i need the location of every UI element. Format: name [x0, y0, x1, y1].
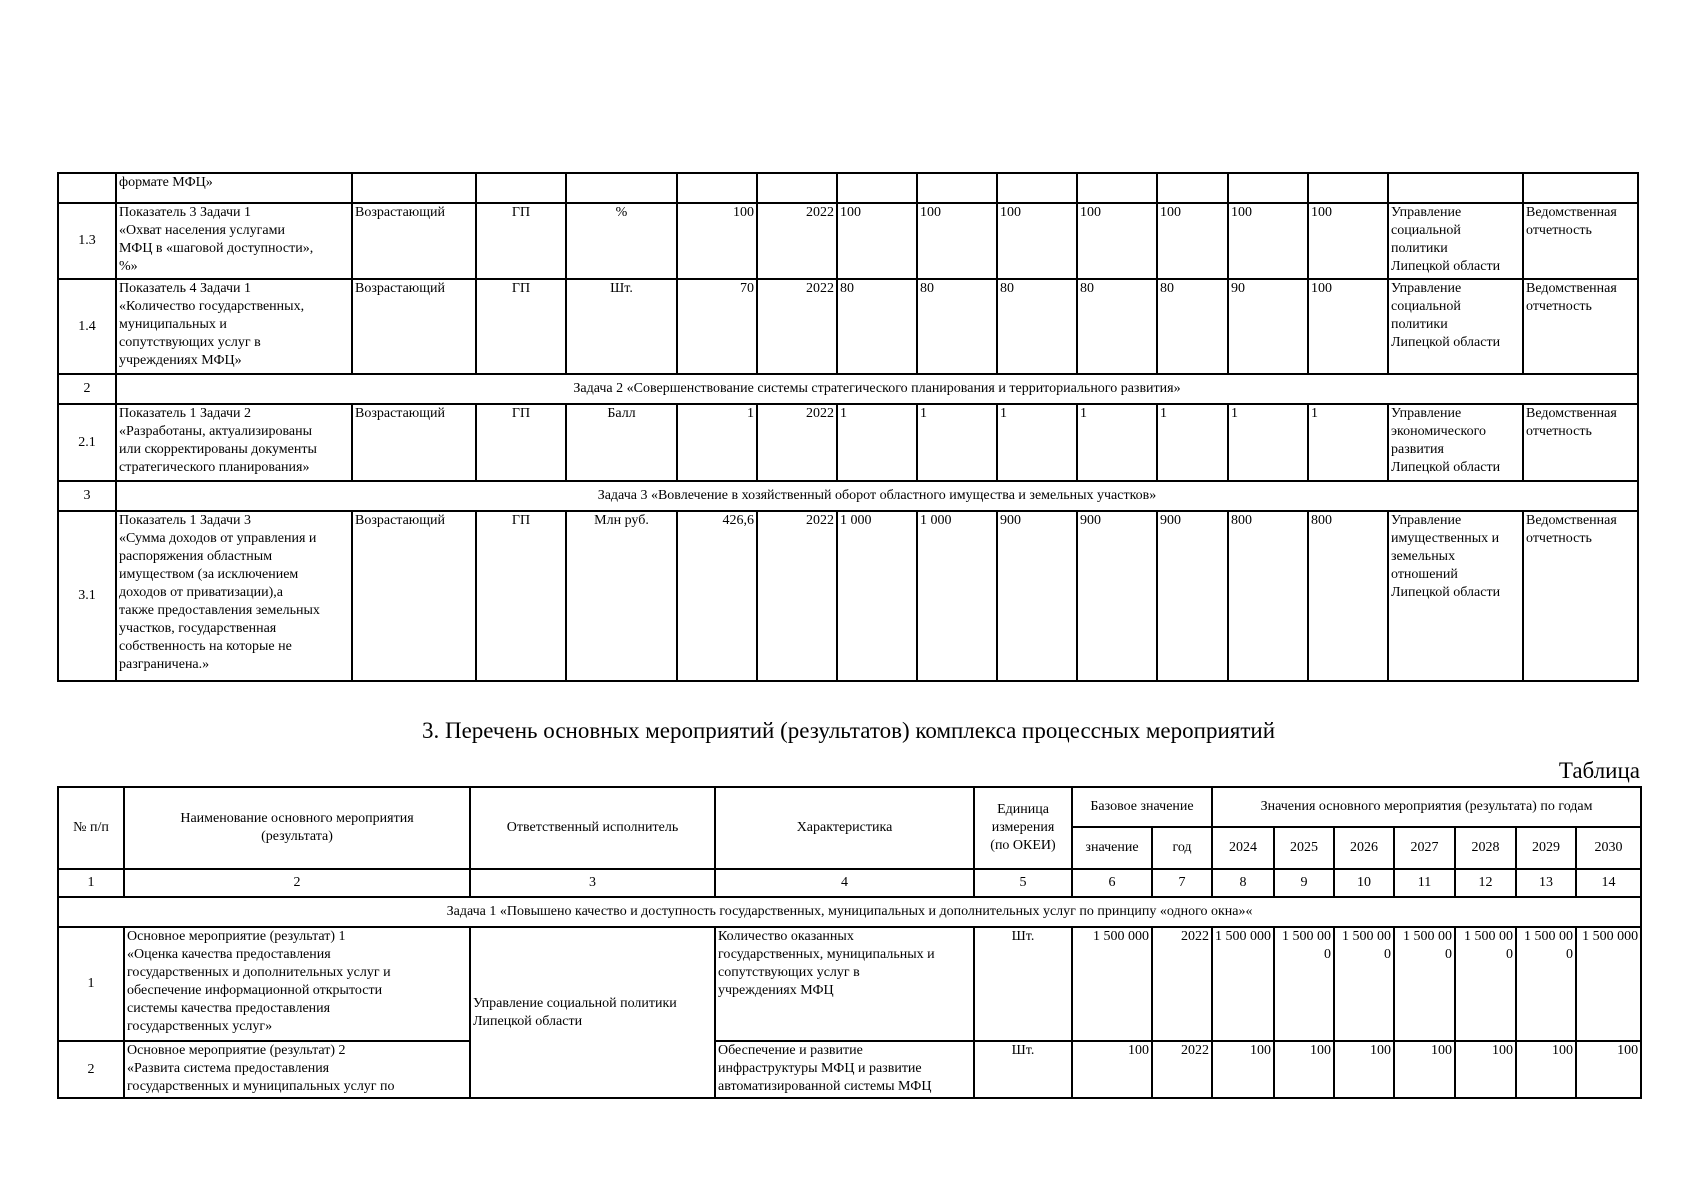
table-caption: Таблица [1558, 758, 1640, 783]
value-cell: 100 [1394, 1041, 1455, 1098]
base-year-cell: 2022 [757, 511, 837, 681]
indicator-name-cell: Показатель 1 Задачи 2 «Разработаны, актуализированы или скорректированы документы стратегического планирования» [116, 404, 352, 481]
header-year: 2026 [1334, 827, 1394, 869]
row-number-cell: 2.1 [58, 404, 116, 481]
level-cell: ГП [476, 203, 566, 279]
value-cell: 100 [997, 203, 1077, 279]
column-number: 7 [1152, 869, 1212, 897]
header-year: 2024 [1212, 827, 1274, 869]
value-cell: 800 [1308, 511, 1388, 681]
base-value-cell: 100 [677, 203, 757, 279]
column-number: 5 [974, 869, 1072, 897]
responsible-cell: Управление социальной политики Липецкой области [1388, 279, 1523, 374]
measures-table [57, 786, 1642, 1099]
header-year: 2028 [1455, 827, 1516, 869]
column-number: 10 [1334, 869, 1394, 897]
value-cell: 1 500 000 [1576, 927, 1641, 1041]
value-cell: 80 [837, 279, 917, 374]
value-cell: 900 [997, 511, 1077, 681]
table-row [58, 1041, 1641, 1098]
header-characteristic: Характеристика [715, 787, 974, 869]
base-value-cell: 1 500 000 [1072, 927, 1152, 1041]
base-year-cell: 2022 [1152, 1041, 1212, 1098]
table-row [58, 173, 1638, 203]
column-number: 13 [1516, 869, 1576, 897]
task-title-cell: Задача 1 «Повышено качество и доступность государственных, муниципальных и дополнительных услуг по принципу «одного окна»« [58, 897, 1641, 927]
responsible-cell: Управление социальной политики Липецкой области [1388, 203, 1523, 279]
column-number: 4 [715, 869, 974, 897]
base-value-cell: 1 [677, 404, 757, 481]
indicator-name-cell: Показатель 1 Задачи 3 «Сумма доходов от управления и распоряжения областным имуществом (за исключением доходов от приватизации),а также предоставления земельных участков, государственная собственность на которые не разграничена.» [116, 511, 352, 681]
value-cell: 100 [1308, 203, 1388, 279]
header-unit: Единица измерения (по ОКЕИ) [974, 787, 1072, 869]
base-year-cell: 2022 [757, 279, 837, 374]
column-number: 14 [1576, 869, 1641, 897]
value-cell: 1 000 [837, 511, 917, 681]
unit-cell: Балл [566, 404, 677, 481]
value-cell: 100 [1212, 1041, 1274, 1098]
base-value-cell: 426,6 [677, 511, 757, 681]
value-cell: 1 [837, 404, 917, 481]
row-number-cell [58, 173, 116, 203]
value-cell: 1 500 000 [1334, 927, 1394, 1041]
value-cell: 900 [1157, 511, 1228, 681]
value-cell: 80 [1157, 279, 1228, 374]
value-cell: 1 500 000 [1455, 927, 1516, 1041]
value-cell: 100 [1455, 1041, 1516, 1098]
unit-cell: Шт. [566, 279, 677, 374]
indicator-name-cell: формате МФЦ» [116, 173, 352, 203]
unit-cell: Шт. [974, 1041, 1072, 1098]
indicator-name-cell: Показатель 3 Задачи 1 «Охват населения услугами МФЦ в «шаговой доступности», %» [116, 203, 352, 279]
header-values-by-year: Значения основного мероприятия (результата) по годам [1212, 787, 1641, 827]
task-row [58, 481, 1638, 511]
header-name: Наименование основного мероприятия (результата) [124, 787, 470, 869]
characteristic-cell: Обеспечение и развитие инфраструктуры МФЦ и развитие автоматизированной системы МФЦ [715, 1041, 974, 1098]
source-cell: Ведомственная отчетность [1523, 511, 1638, 681]
level-cell: ГП [476, 404, 566, 481]
value-cell: 100 [1274, 1041, 1334, 1098]
value-cell: 1 000 [917, 511, 997, 681]
level-cell: ГП [476, 511, 566, 681]
value-cell: 100 [1077, 203, 1157, 279]
value-cell: 1 [1077, 404, 1157, 481]
value-cell: 100 [1157, 203, 1228, 279]
header-base: Базовое значение [1072, 787, 1212, 827]
header-num: № п/п [58, 787, 124, 869]
value-cell: 1 [1157, 404, 1228, 481]
row-number-cell: 3.1 [58, 511, 116, 681]
table-row [58, 404, 1638, 481]
value-cell: 800 [1228, 511, 1308, 681]
trend-cell: Возрастающий [352, 511, 476, 681]
row-number-cell: 2 [58, 374, 116, 404]
header-base-value: значение [1072, 827, 1152, 869]
column-number: 2 [124, 869, 470, 897]
value-cell: 100 [837, 203, 917, 279]
measure-name-cell: Основное мероприятие (результат) 1 «Оценка качества предоставления государственных и дополнительных услуг и обеспечение информационной открытости системы качества предоставления государственных услуг» [124, 927, 470, 1041]
responsible-cell: Управление имущественных и земельных отношений Липецкой области [1388, 511, 1523, 681]
value-cell: 100 [1516, 1041, 1576, 1098]
value-cell: 100 [1576, 1041, 1641, 1098]
value-cell: 100 [1334, 1041, 1394, 1098]
executor-cell: Управление социальной политики Липецкой области [470, 927, 715, 1098]
characteristic-cell: Количество оказанных государственных, муниципальных и сопутствующих услуг в учреждениях МФЦ [715, 927, 974, 1041]
trend-cell: Возрастающий [352, 404, 476, 481]
source-cell: Ведомственная отчетность [1523, 279, 1638, 374]
column-number: 12 [1455, 869, 1516, 897]
value-cell: 100 [1228, 203, 1308, 279]
value-cell: 80 [917, 279, 997, 374]
header-year: 2030 [1576, 827, 1641, 869]
value-cell: 900 [1077, 511, 1157, 681]
value-cell: 1 500 000 [1516, 927, 1576, 1041]
source-cell: Ведомственная отчетность [1523, 404, 1638, 481]
value-cell: 1 [997, 404, 1077, 481]
base-value-cell: 100 [1072, 1041, 1152, 1098]
row-number-cell: 3 [58, 481, 116, 511]
value-cell: 1 500 000 [1394, 927, 1455, 1041]
trend-cell: Возрастающий [352, 203, 476, 279]
value-cell: 80 [1077, 279, 1157, 374]
header-year: 2027 [1394, 827, 1455, 869]
task-row [58, 374, 1638, 404]
table-row [58, 511, 1638, 681]
base-value-cell: 70 [677, 279, 757, 374]
row-number-cell: 1 [58, 927, 124, 1041]
header-executor: Ответственный исполнитель [470, 787, 715, 869]
base-year-cell: 2022 [1152, 927, 1212, 1041]
task-title-cell: Задача 3 «Вовлечение в хозяйственный оборот областного имущества и земельных участков» [116, 481, 1638, 511]
unit-cell: % [566, 203, 677, 279]
section-title: 3. Перечень основных мероприятий (результатов) комплекса процессных мероприятий [421, 718, 1276, 743]
value-cell: 80 [997, 279, 1077, 374]
header-year: 2029 [1516, 827, 1576, 869]
header-year: 2025 [1274, 827, 1334, 869]
header-base-year: год [1152, 827, 1212, 869]
value-cell: 90 [1228, 279, 1308, 374]
measure-name-cell: Основное мероприятие (результат) 2 «Развита система предоставления государственных и муниципальных услуг по [124, 1041, 470, 1098]
level-cell: ГП [476, 279, 566, 374]
row-number-cell: 1.3 [58, 203, 116, 279]
column-number: 9 [1274, 869, 1334, 897]
task-row [58, 897, 1641, 927]
unit-cell: Млн руб. [566, 511, 677, 681]
value-cell: 1 [917, 404, 997, 481]
table-row [58, 927, 1641, 1041]
column-number: 8 [1212, 869, 1274, 897]
row-number-cell: 2 [58, 1041, 124, 1098]
value-cell: 100 [1308, 279, 1388, 374]
value-cell: 1 [1228, 404, 1308, 481]
task-title-cell: Задача 2 «Совершенствование системы стратегического планирования и территориального развития» [116, 374, 1638, 404]
trend-cell: Возрастающий [352, 279, 476, 374]
table-row [58, 279, 1638, 374]
indicators-table [57, 172, 1639, 682]
indicator-name-cell: Показатель 4 Задачи 1 «Количество государственных, муниципальных и сопутствующих услуг в учреждениях МФЦ» [116, 279, 352, 374]
column-number: 11 [1394, 869, 1455, 897]
unit-cell: Шт. [974, 927, 1072, 1041]
table-row [58, 203, 1638, 279]
base-year-cell: 2022 [757, 203, 837, 279]
responsible-cell: Управление экономического развития Липецкой области [1388, 404, 1523, 481]
column-number: 6 [1072, 869, 1152, 897]
header-row [58, 787, 1641, 827]
source-cell: Ведомственная отчетность [1523, 203, 1638, 279]
value-cell: 1 500 000 [1274, 927, 1334, 1041]
column-number: 1 [58, 869, 124, 897]
row-number-cell: 1.4 [58, 279, 116, 374]
base-year-cell: 2022 [757, 404, 837, 481]
column-number-row [58, 869, 1641, 897]
value-cell: 1 500 000 [1212, 927, 1274, 1041]
value-cell: 1 [1308, 404, 1388, 481]
value-cell: 100 [917, 203, 997, 279]
column-number: 3 [470, 869, 715, 897]
